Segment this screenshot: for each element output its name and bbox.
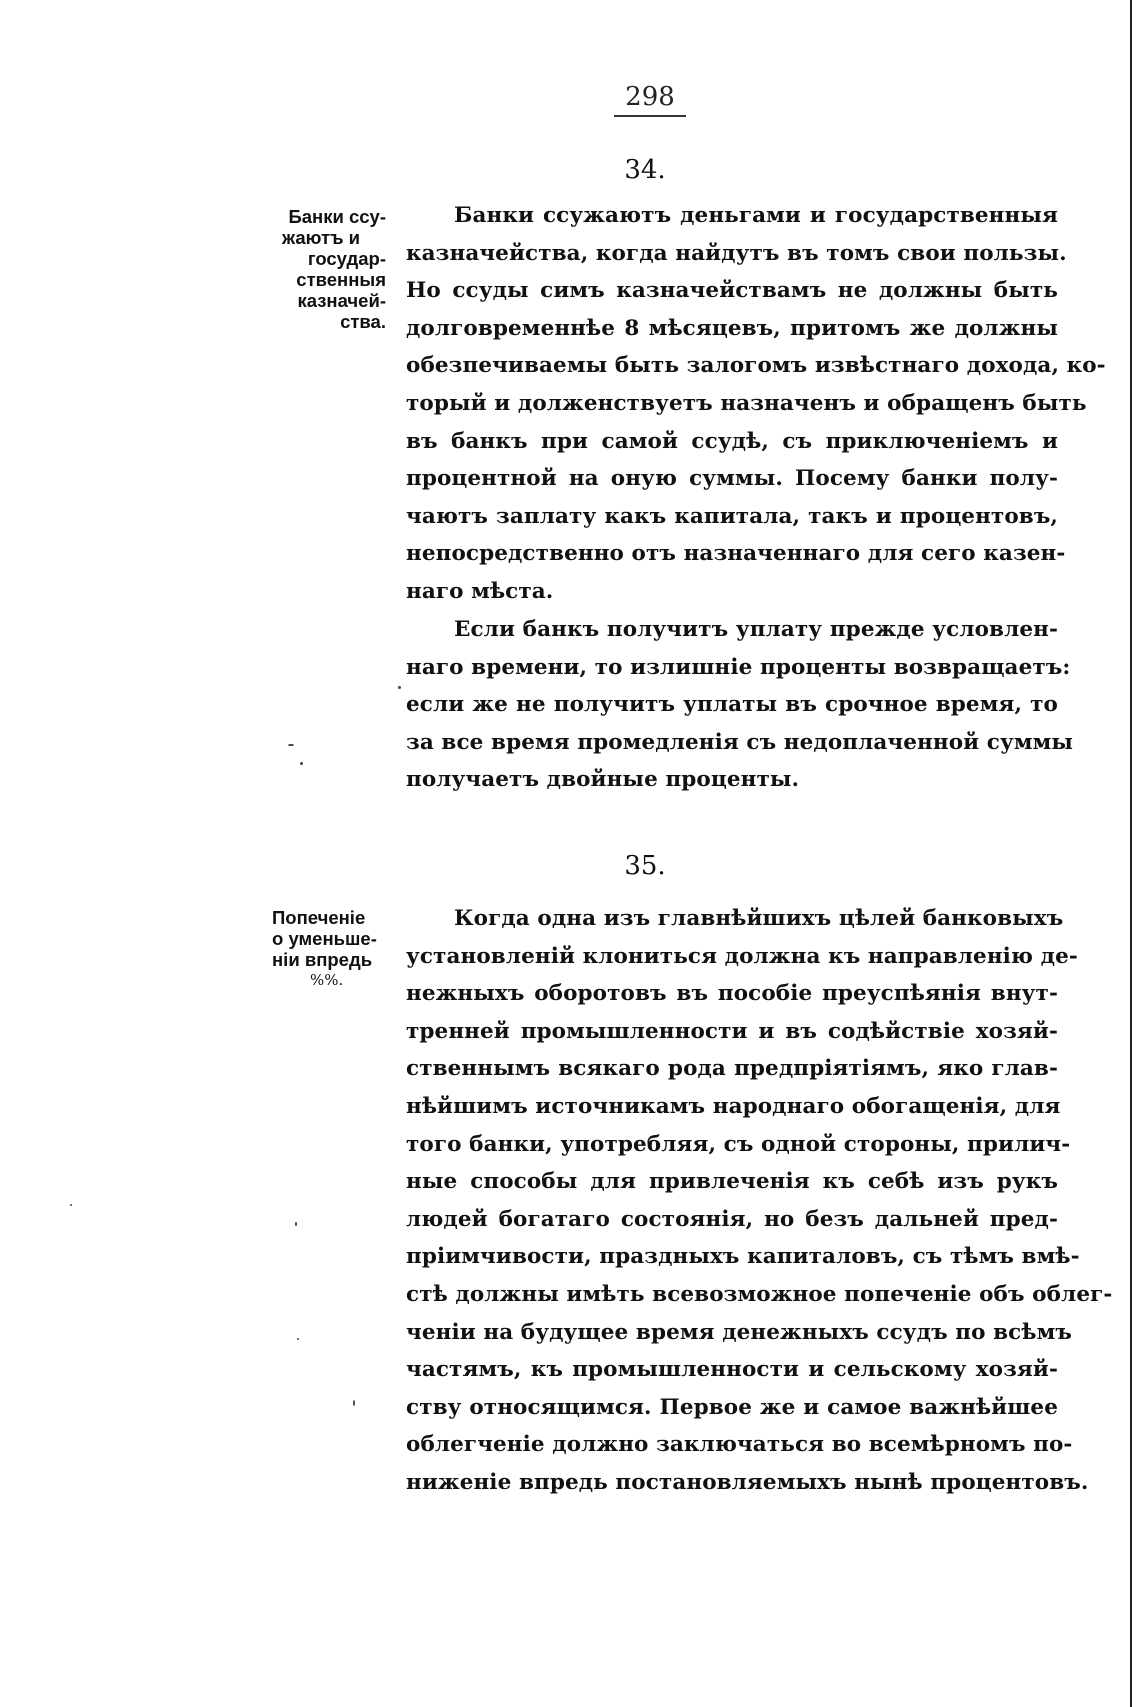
text-line: чаютъ заплату какъ капитала, такъ и процентовъ, xyxy=(406,503,1058,529)
text-line: наго времени, то излишніе проценты возвращаетъ: xyxy=(406,654,1071,680)
text-line: облегченіе должно заключаться во всемѣрномъ по- xyxy=(406,1432,1073,1458)
section-35-margin-note xyxy=(272,907,402,991)
text-line: пріимчивости, праздныхъ капиталовъ, съ тѣмъ вмѣ- xyxy=(406,1244,1080,1270)
text-line: ству относящимся. Первое же и самое важнѣйшее xyxy=(406,1394,1058,1420)
text-line: непосредственно отъ назначеннаго для сего казен- xyxy=(406,541,1066,567)
text-line: ниженіе впредь постановляемыхъ нынѣ процентовъ. xyxy=(406,1469,1089,1495)
text-line: того банки, употребляя, съ одной стороны, прилич- xyxy=(406,1131,1071,1157)
text-line: Но ссуды симъ казначействамъ не должны быть xyxy=(406,278,1058,304)
text-line: частямъ, къ промышленности и сельскому хозяй- xyxy=(406,1357,1058,1383)
scan-speck xyxy=(297,1338,299,1340)
text-line: ные способы для привлеченія къ себѣ изъ рукъ xyxy=(406,1169,1058,1195)
text-line: стѣ должны имѣть всевозможное попеченіе объ облег- xyxy=(406,1281,1113,1307)
text-line: Когда одна изъ главнѣйшихъ цѣлей банковыхъ xyxy=(454,906,1064,931)
text-line: людей богатаго состоянія, но безъ дальней пред- xyxy=(406,1206,1058,1232)
text-line: нежныхъ оборотовъ въ пособіе преуспѣянія внут- xyxy=(406,981,1058,1007)
text-line: Если банкъ получитъ уплату прежде условлен- xyxy=(454,617,1058,642)
margin-note-line: казначей- xyxy=(297,290,386,311)
text-line: если же не получитъ уплаты въ срочное время, то xyxy=(406,692,1058,718)
scan-edge-line xyxy=(1130,0,1132,1707)
text-line: казначейства, когда найдутъ въ томъ свои пользы. xyxy=(406,240,1067,266)
text-line: нѣйшимъ источникамъ народнаго обогащенія, для xyxy=(406,1093,1061,1119)
text-line: долговременнѣе 8 мѣсяцевъ, притомъ же должны xyxy=(406,315,1058,341)
margin-note-line: жаютъ и xyxy=(281,227,361,248)
margin-note-line: ства. xyxy=(340,311,386,332)
page-number-rule xyxy=(614,115,686,117)
section-34-margin-note xyxy=(256,206,386,332)
text-line: обезпечиваемы быть залогомъ извѣстнаго дохода, ко- xyxy=(406,353,1106,379)
section-35-heading: 35. xyxy=(624,851,666,881)
text-line: получаетъ двойные проценты. xyxy=(406,767,800,793)
scan-speck xyxy=(398,686,401,689)
scan-speck xyxy=(295,1222,297,1226)
scan-speck xyxy=(300,762,303,765)
page-number xyxy=(580,82,720,112)
text-line: Банки ссужаютъ деньгами и государственныя xyxy=(454,203,1058,228)
page-number-text: 298 xyxy=(625,82,675,112)
section-34-paragraph-2 xyxy=(406,611,1074,799)
section-34-heading: 34. xyxy=(624,155,666,185)
margin-note-line: Попеченіе xyxy=(272,907,366,928)
text-line: наго мѣста. xyxy=(406,578,554,604)
text-line: за все время промедленія съ недоплаченной суммы xyxy=(406,729,1074,755)
scan-speck xyxy=(70,1204,72,1206)
text-line: ченіи на будущее время денежныхъ ссудъ по всѣмъ xyxy=(406,1319,1072,1345)
margin-note-line: о уменьше- xyxy=(272,928,377,949)
scan-speck xyxy=(353,1400,355,1406)
text-line: установленій клониться должна къ направленію де- xyxy=(406,943,1078,969)
section-34-paragraph-1 xyxy=(406,197,1106,611)
text-line: процентной на оную суммы. Посему банки полу- xyxy=(406,466,1058,492)
section-35-paragraph-1 xyxy=(406,900,1113,1502)
margin-note-line: ніи впредь xyxy=(272,949,373,970)
margin-note-line: Банки ссу- xyxy=(288,206,386,227)
margin-note-line: ственныя xyxy=(296,269,386,290)
text-line: тренней промышленности и въ содѣйствіе хозяй- xyxy=(406,1018,1058,1044)
text-line: торый и долженствуетъ назначенъ и обращенъ быть xyxy=(406,390,1087,416)
text-line: въ банкъ при самой ссудѣ, съ приключеніемъ и xyxy=(406,428,1058,454)
margin-note-line: государ- xyxy=(307,248,386,269)
margin-note-line: %%. xyxy=(310,971,344,989)
text-line: ственнымъ всякаго рода предпріятіямъ, яко глав- xyxy=(406,1056,1058,1082)
scan-speck xyxy=(288,744,294,746)
